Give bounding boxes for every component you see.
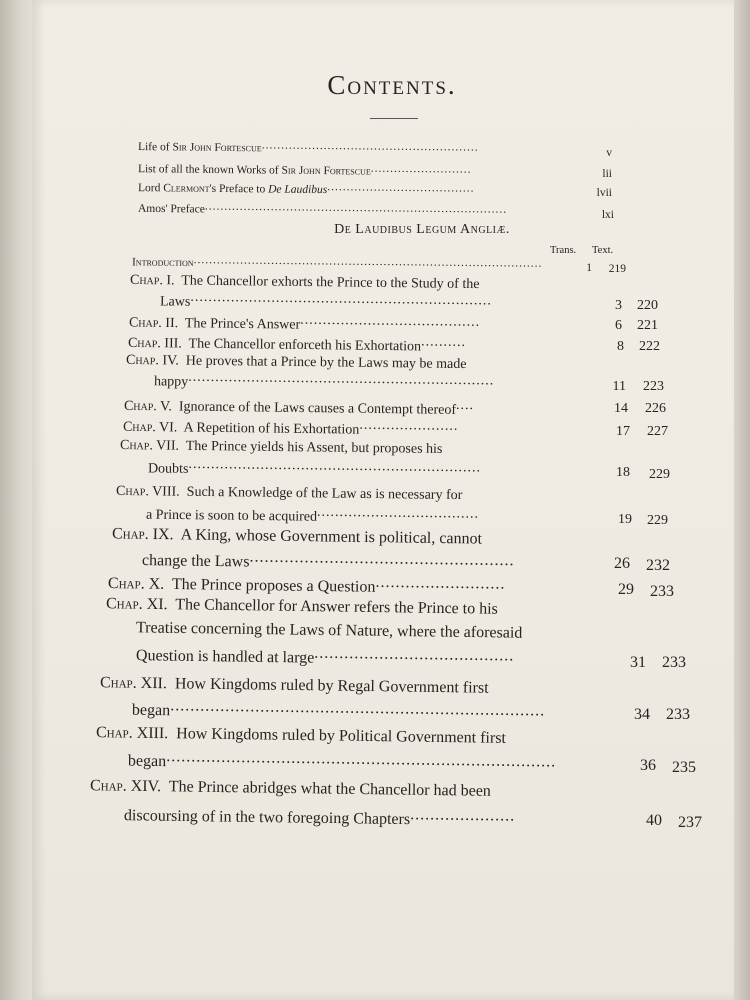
leader-dots: ........................................ bbox=[314, 644, 515, 665]
page-number: lvii bbox=[596, 187, 612, 199]
leader-dots: .............................................................................. bbox=[166, 748, 557, 771]
trans-page: 34 bbox=[634, 706, 650, 723]
chapter-continuation: change the Laws..................................................... bbox=[142, 547, 574, 576]
chapter-entry: Chap. X. The Prince proposes a Question.......................... bbox=[108, 570, 532, 599]
leader-dots: .......... bbox=[421, 334, 467, 350]
chapter-entry: Chap. VI. A Repetition of his Exhortation...................... bbox=[123, 415, 490, 440]
trans-page: 6 bbox=[615, 318, 622, 333]
leader-dots: .......................... bbox=[370, 162, 472, 176]
page-title: Contents. bbox=[327, 70, 457, 100]
trans-page: 3 bbox=[615, 298, 622, 313]
leader-dots: ........................................................................... bbox=[170, 697, 546, 720]
trans-page: 40 bbox=[646, 812, 662, 829]
text-page: 229 bbox=[649, 467, 670, 482]
trans-page: 8 bbox=[617, 339, 624, 354]
chapter-entry: Chap. III. The Chancellor enforceth his Exhortation.......... bbox=[128, 331, 483, 356]
leader-dots: .......................................................................................... bbox=[193, 254, 543, 270]
chapter-continuation: discoursing of in the two foregoing Chapters..................... bbox=[124, 802, 536, 831]
leader-dots: ..................... bbox=[410, 806, 516, 825]
chapter-continuation: Laws................................................................... bbox=[160, 289, 591, 315]
chapter-entry: Chap. XI. The Chancellor for Answer refers the Prince to his bbox=[105, 595, 498, 618]
leader-dots: ................................................................... bbox=[190, 289, 492, 309]
leader-dots: .............................................................................. bbox=[204, 200, 508, 216]
column-header-trans: Trans. bbox=[550, 245, 577, 256]
chapter-entry: Chap. IV. He proves that a Prince by the Laws may be made bbox=[125, 352, 467, 373]
leader-dots: ...................................... bbox=[327, 181, 475, 195]
leader-dots: ........................................................ bbox=[261, 139, 479, 154]
trans-page: 36 bbox=[640, 757, 656, 774]
chapter-continuation: Question is handled at large........................................ bbox=[136, 642, 547, 671]
text-page: 233 bbox=[650, 583, 674, 600]
leader-dots: ........................................ bbox=[300, 312, 481, 330]
chapter-continuation: began........................................................................... bbox=[132, 697, 610, 727]
trans-page: 14 bbox=[614, 401, 628, 416]
chapter-continuation: began.............................................................................. bbox=[128, 748, 626, 778]
text-page: 229 bbox=[647, 513, 668, 528]
page-number: lii bbox=[602, 168, 612, 180]
trans-page: 29 bbox=[618, 581, 634, 598]
book-spine-shadow bbox=[0, 0, 36, 1000]
text-page: 237 bbox=[678, 814, 702, 831]
chapter-entry: Chap. I. The Chancellor exhorts the Prince to the Study of the bbox=[129, 272, 480, 293]
chapter-entry: Chap. XII. How Kingdoms ruled by Regal Government first bbox=[99, 674, 489, 697]
page-number: lxi bbox=[601, 209, 614, 221]
text-page: 223 bbox=[643, 379, 664, 394]
title-rule bbox=[370, 118, 418, 119]
text-page: 220 bbox=[637, 298, 658, 313]
chapter-entry: Chap. XIV. The Prince abridges what the Chancellor had been bbox=[89, 777, 491, 800]
chapter-entry: Chap. VIII. Such a Knowledge of the Law as is necessary for bbox=[115, 483, 463, 504]
text-page: 233 bbox=[666, 706, 690, 723]
chapter-entry: Chap. II. The Prince's Answer........................................ bbox=[129, 311, 532, 337]
trans-page: 18 bbox=[616, 465, 630, 480]
trans-page: 19 bbox=[618, 512, 632, 527]
leader-dots: .... bbox=[456, 397, 475, 414]
chapter-continuation: a Prince is soon to be acquired.................................... bbox=[146, 503, 535, 529]
trans-page: 17 bbox=[616, 424, 630, 439]
leader-dots: ...................... bbox=[359, 417, 459, 434]
front-matter-item: Amos' Preface.............................................................................. bbox=[138, 200, 561, 219]
trans-page: 1 bbox=[586, 262, 592, 274]
text-page: 219 bbox=[608, 263, 626, 275]
leader-dots: .................................................................... bbox=[188, 369, 495, 389]
text-page: 233 bbox=[662, 654, 686, 671]
chapter-continuation: Doubts................................................................. bbox=[148, 456, 581, 482]
text-page: 235 bbox=[672, 759, 696, 776]
leader-dots: ................................................................. bbox=[188, 456, 482, 476]
trans-page: 26 bbox=[614, 555, 630, 572]
text-page: 227 bbox=[647, 424, 668, 439]
trans-page: 31 bbox=[630, 654, 646, 671]
trans-page: 11 bbox=[612, 379, 626, 394]
front-matter-item: Life of Sir John Fortescue........................................................ bbox=[138, 138, 510, 157]
book-page bbox=[32, 0, 734, 1000]
front-matter-item: List of all the known Works of Sir John Fortescue.......................... bbox=[138, 160, 487, 179]
text-page: 232 bbox=[646, 557, 670, 574]
chapter-continuation: happy.................................................................... bbox=[154, 369, 600, 395]
leader-dots: .......................... bbox=[375, 573, 506, 593]
chapter-continuation: Treatise concerning the Laws of Nature, where the aforesaid bbox=[135, 619, 523, 642]
front-matter-item: Lord Clermont's Preface to De Laudibus...................................... bbox=[138, 179, 497, 198]
leader-dots: .................................... bbox=[317, 504, 480, 522]
introduction-entry: Introduction.......................................................................................... bbox=[132, 253, 624, 273]
column-header-text: Text. bbox=[592, 245, 614, 256]
text-page: 221 bbox=[637, 318, 658, 333]
page-number: v bbox=[606, 147, 612, 159]
leader-dots: ..................................................... bbox=[249, 548, 515, 570]
chapter-entry: Chap. V. Ignorance of the Laws causes a Contempt thereof.... bbox=[124, 394, 480, 419]
section-heading: De Laudibus Legum Angliæ. bbox=[334, 222, 510, 237]
chapter-entry: Chap. IX. A King, whose Government is political, cannot bbox=[111, 525, 483, 548]
text-page: 226 bbox=[645, 401, 666, 416]
text-page: 222 bbox=[639, 339, 660, 354]
chapter-entry: Chap. VII. The Prince yields his Assent, but proposes his bbox=[119, 438, 443, 457]
chapter-entry: Chap. XIII. How Kingdoms ruled by Political Government first bbox=[95, 724, 507, 747]
